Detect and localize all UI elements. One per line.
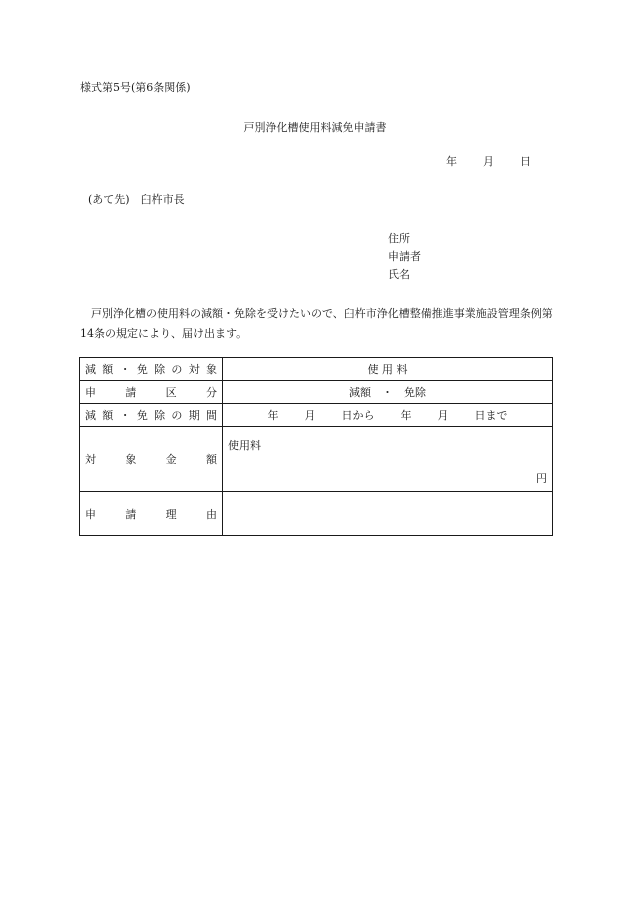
date-month: 月 <box>483 155 494 168</box>
date-day: 日 <box>520 155 531 168</box>
yen-unit: 円 <box>536 472 547 485</box>
application-form-table <box>79 357 553 536</box>
application-reason-value[interactable] <box>223 492 553 536</box>
form-number: 様式第5号(第6条関係) <box>80 81 191 94</box>
reduction-period-value[interactable]: 年 月 日から 年 月 日まで <box>223 404 553 427</box>
target-amount-label: 対 象 金 額 <box>80 427 223 492</box>
reduction-target-label: 減 額 ・ 免 除 の 対 象 <box>80 358 223 381</box>
table-row <box>80 381 553 404</box>
application-reason-label: 申 請 理 由 <box>80 492 223 536</box>
reduction-target-value: 使 用 料 <box>223 358 553 381</box>
table-row <box>80 404 553 427</box>
applicant-label: 申請者 <box>388 250 421 263</box>
body-text: 戸別浄化槽の使用料の減額・免除を受けたいので、臼杵市浄化槽整備推進事業施設管理条例第14条の規定により、届け出ます。 <box>80 307 553 340</box>
reduction-period-label: 減 額 ・ 免 除 の 期 間 <box>80 404 223 427</box>
table-row <box>80 492 553 536</box>
table-row <box>80 427 553 492</box>
usage-fee-sublabel: 使用料 <box>228 439 261 452</box>
document-title: 戸別浄化槽使用料減免申請書 <box>243 121 387 134</box>
date-year: 年 <box>446 155 457 168</box>
address-label: 住所 <box>388 232 410 245</box>
applicant-block <box>388 230 421 284</box>
application-category-label: 申 請 区 分 <box>80 381 223 404</box>
target-amount-value[interactable] <box>223 427 553 492</box>
application-category-value[interactable]: 減額 ・ 免除 <box>223 381 553 404</box>
date-line <box>446 156 531 167</box>
table-row <box>80 358 553 381</box>
addressee: (あて先) 臼杵市長 <box>88 193 185 206</box>
name-label: 氏名 <box>388 268 410 281</box>
